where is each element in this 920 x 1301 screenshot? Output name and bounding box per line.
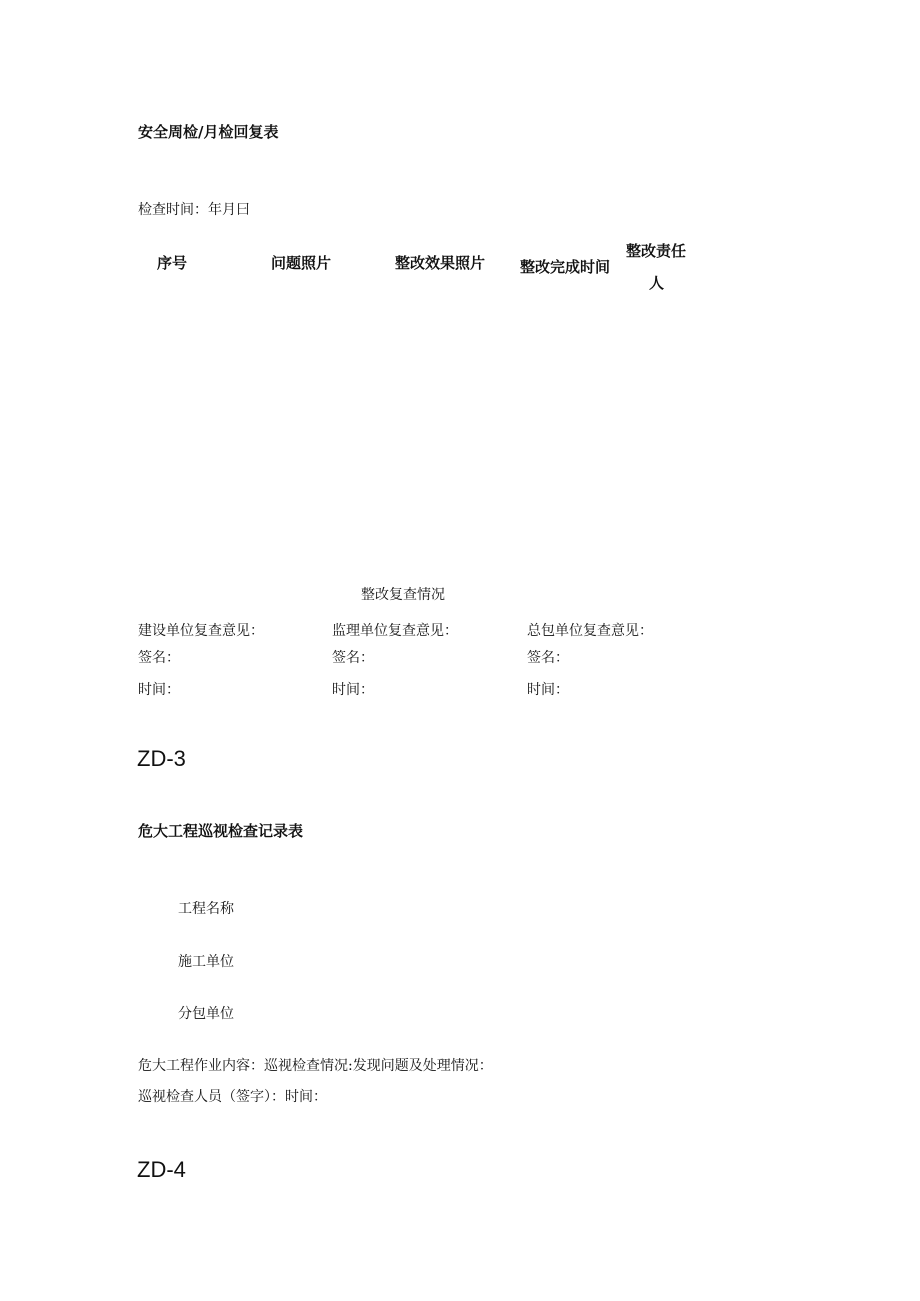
field-project-name: 工程名称 (178, 901, 234, 917)
owner-review-sign: 签名： (138, 650, 180, 666)
section-code-zd3: ZD-3 (137, 746, 186, 771)
header-seq: 序号 (157, 254, 188, 272)
patrol-inspector-line: 巡视检查人员（签字）：时间： (138, 1089, 327, 1105)
patrol-content-line: 危大工程作业内容：巡视检查情况:发现问题及处理情况： (138, 1058, 493, 1074)
contractor-review-opinion: 总包单位复查意见： (527, 623, 653, 639)
header-responsible-line1: 整改责任 (626, 242, 687, 260)
field-construction-unit: 施工单位 (178, 954, 234, 970)
owner-review-time: 时间： (138, 682, 180, 698)
owner-review-opinion: 建设单位复查意见： (138, 623, 264, 639)
supervisor-review-opinion: 监理单位复查意见： (332, 623, 458, 639)
contractor-review-time: 时间： (527, 682, 569, 698)
inspect-time-label: 检查时间：年月曰 (138, 202, 250, 218)
supervisor-review-time: 时间： (332, 682, 374, 698)
field-subcontract-unit: 分包单位 (178, 1006, 234, 1022)
patrol-form-title: 危大工程巡视检查记录表 (138, 822, 304, 840)
review-title: 整改复查情况 (361, 587, 445, 603)
header-problem-photo: 问题照片 (271, 254, 332, 272)
supervisor-review-sign: 签名： (332, 650, 374, 666)
header-responsible-line2: 人 (649, 274, 665, 292)
header-finish-time: 整改完成时间 (520, 258, 611, 276)
header-effect-photo: 整改效果照片 (395, 254, 486, 272)
form-title: 安全周检/月检回复表 (138, 123, 279, 141)
section-code-zd4: ZD-4 (137, 1157, 186, 1182)
contractor-review-sign: 签名： (527, 650, 569, 666)
